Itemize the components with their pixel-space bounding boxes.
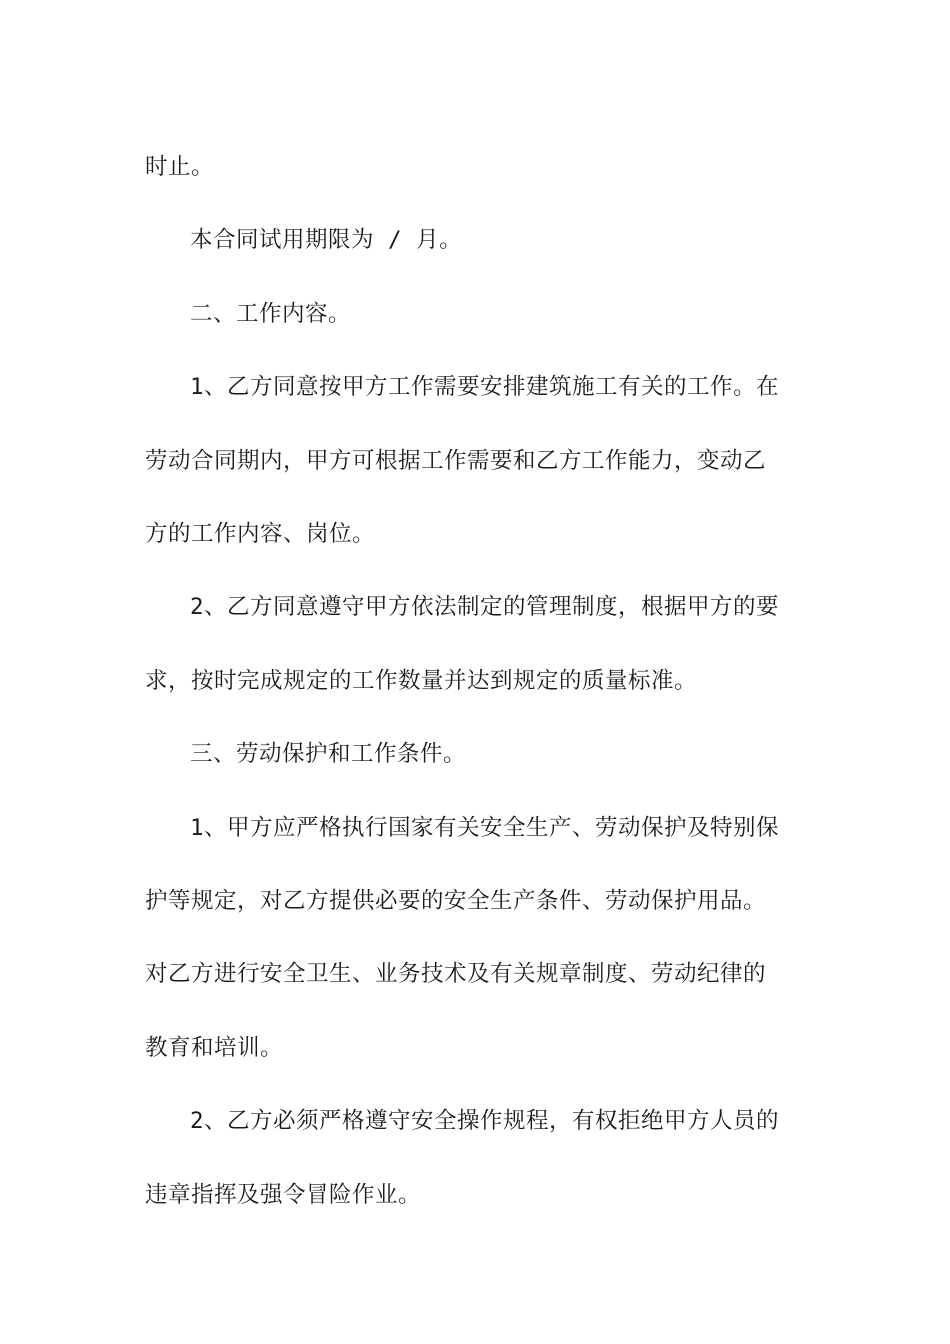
text-line: 求，按时完成规定的工作数量并达到规定的质量标准。 (145, 667, 698, 694)
section-heading: 二、工作内容。 (190, 300, 352, 327)
text-line: 劳动合同期内，甲方可根据工作需要和乙方工作能力，变动乙 (145, 447, 767, 474)
text-line: 方的工作内容、岗位。 (145, 521, 376, 548)
text-line: 时止。 (145, 154, 215, 180)
text-line: 本合同试用期限为 / 月。 (190, 227, 463, 254)
text-line: 1、甲方应严格执行国家有关安全生产、劳动保护及特别保 (190, 814, 780, 841)
document-body (145, 131, 805, 1232)
text-line: 对乙方进行安全卫生、业务技术及有关规章制度、劳动纪律的 (145, 961, 767, 988)
text-line: 2、乙方同意遵守甲方依法制定的管理制度，根据甲方的要 (190, 594, 780, 621)
text-line: 护等规定，对乙方提供必要的安全生产条件、劳动保护用品。 (145, 888, 767, 915)
text-line: 2、乙方必须严格遵守安全操作规程，有权拒绝甲方人员的 (190, 1108, 780, 1135)
text-line: 1、乙方同意按甲方工作需要安排建筑施工有关的工作。在 (190, 374, 780, 401)
text-line: 教育和培训。 (145, 1034, 284, 1061)
section-heading: 三、劳动保护和工作条件。 (190, 741, 467, 768)
text-line: 违章指挥及强令冒险作业。 (145, 1181, 422, 1208)
